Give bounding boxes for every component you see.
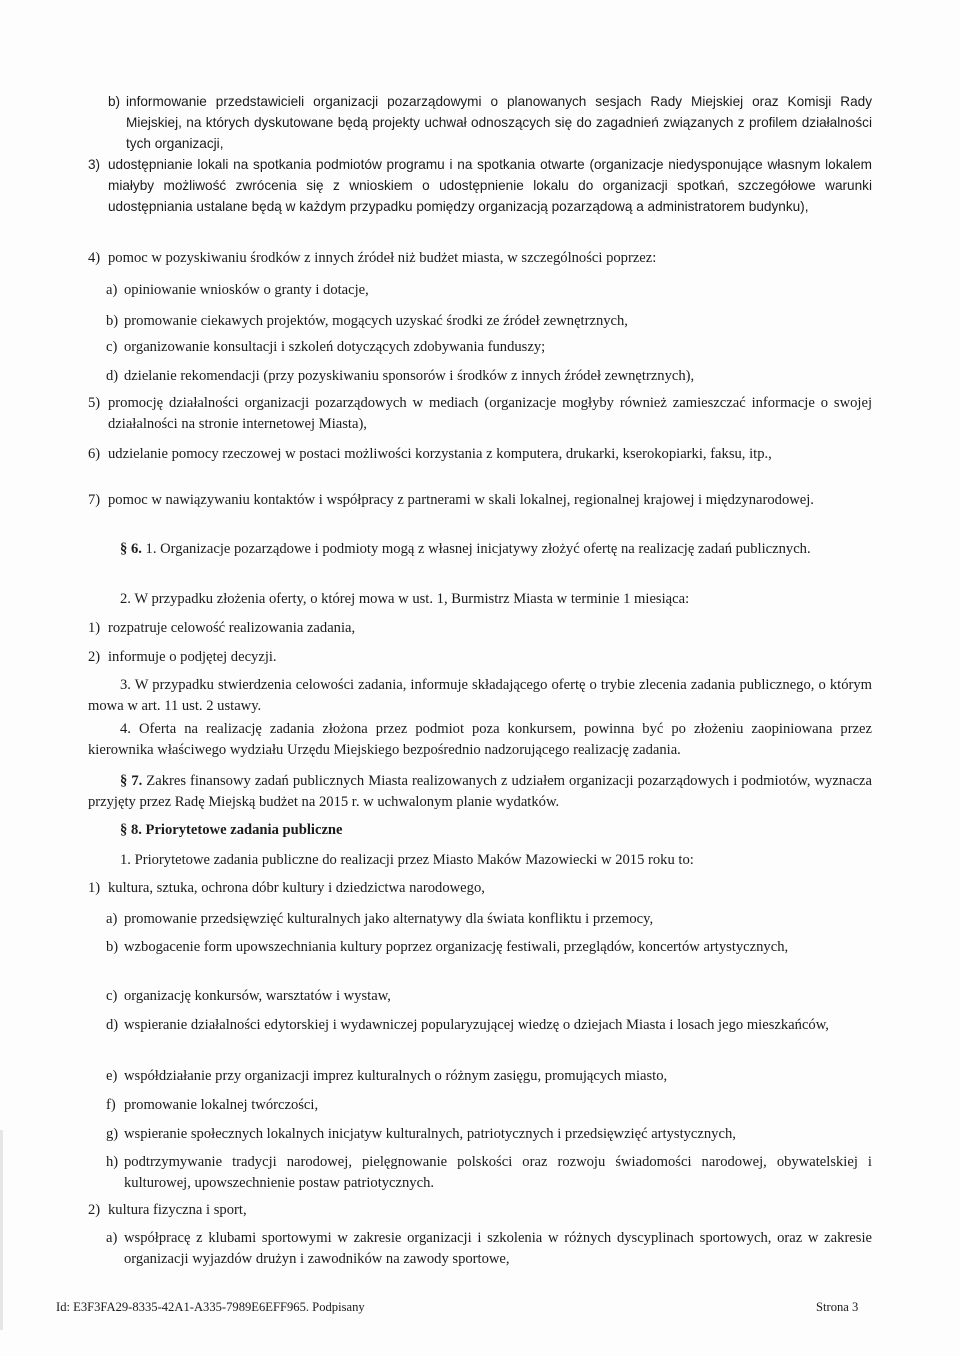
list-marker: a) bbox=[106, 1230, 118, 1246]
list-text: wzbogacenie form upowszechniania kultury poprzez organizację festiwali, przeglądów, koncertów artystycznych, bbox=[124, 939, 789, 955]
priority-item-2 bbox=[88, 1200, 872, 1221]
list-text: opiniowanie wniosków o granty i dotacje, bbox=[124, 282, 369, 298]
list-marker: d) bbox=[106, 368, 119, 384]
list-item-b-inform bbox=[108, 91, 872, 154]
section-8-paragraph-1 bbox=[120, 850, 872, 871]
paragraph-text: 4. Oferta na realizację zadania złożona przez podmiot poza konkursem, powinna być po złożeniu zaopiniowana przez kierownika właściwego wydziału Urzędu Miejskiego bezpośrednio nadzorującego realizację zadania. bbox=[88, 721, 872, 758]
list-marker: 3) bbox=[88, 157, 101, 172]
list-text: pomoc w pozyskiwaniu środków z innych źródeł niż budżet miasta, w szczególności poprzez: bbox=[108, 250, 657, 266]
list-text: wspieranie społecznych lokalnych inicjatyw kulturalnych, patriotycznych i przedsięwzięć artystycznych, bbox=[124, 1126, 736, 1142]
list-marker: c) bbox=[106, 988, 118, 1004]
list-text: organizowanie konsultacji i szkoleń dotyczących zdobywania funduszy; bbox=[124, 339, 546, 355]
section-6-item-2 bbox=[88, 647, 872, 668]
section-6-paragraph-2 bbox=[120, 589, 872, 610]
scan-edge-shadow bbox=[0, 1130, 3, 1330]
list-marker: 1) bbox=[88, 880, 101, 896]
list-text: promowanie przedsięwzięć kulturalnych jako alternatywy dla świata konfliktu i przemocy, bbox=[124, 911, 654, 927]
list-marker: 1) bbox=[88, 620, 101, 636]
list-marker: b) bbox=[108, 94, 121, 109]
list-item-4c bbox=[106, 337, 872, 358]
list-text: udzielanie pomocy rzeczowej w postaci możliwości korzystania z komputera, drukarki, kserokopiarki, faksu, itp., bbox=[108, 446, 772, 462]
list-item-4b bbox=[106, 311, 872, 332]
section-8-heading bbox=[120, 820, 872, 841]
list-text: udostępnianie lokali na spotkania podmiotów programu i na spotkania otwarte (organizacje niedysponujące własnym lokalem miałyby możliwość zwrócenia się z wnioskiem o udostępnienie lokalu do organizacji spotkań, szczegółowe warunki udostępniania ustalane będą w każdym przypadku pomiędzy organizacją pozarządową a administratorem budynku), bbox=[108, 157, 872, 214]
priority-item-1f bbox=[106, 1095, 872, 1116]
section-7-paragraph bbox=[88, 771, 872, 813]
priority-item-1b bbox=[106, 937, 872, 958]
priority-item-1c bbox=[106, 986, 872, 1007]
section-6-paragraph-1 bbox=[88, 539, 872, 560]
priority-item-1 bbox=[88, 878, 872, 899]
paragraph-text: 1. Organizacje pozarządowe i podmioty mogą z własnej inicjatywy złożyć ofertę na realizację zadań publicznych. bbox=[145, 541, 811, 557]
priority-item-1g bbox=[106, 1124, 872, 1145]
priority-item-1d bbox=[106, 1015, 872, 1036]
list-marker: 5) bbox=[88, 395, 101, 411]
list-text: wspieranie działalności edytorskiej i wydawniczej popularyzującej wiedzę o dziejach Miasta i losach jego mieszkańców, bbox=[124, 1017, 829, 1033]
priority-item-2a bbox=[106, 1228, 872, 1270]
paragraph-text: Zakres finansowy zadań publicznych Miasta realizowanych z udziałem organizacji pozarządowych i podmiotów, wyznacza przyjęty przez Radę Miejską budżet na 2015 r. w uchwalonym planie wydatków. bbox=[88, 773, 873, 810]
list-item-7 bbox=[88, 490, 872, 511]
section-6-item-1 bbox=[88, 618, 872, 639]
paragraph-text: 1. Priorytetowe zadania publiczne do realizacji przez Miasto Maków Mazowiecki w 2015 roku to: bbox=[120, 852, 694, 868]
list-text: kultura, sztuka, ochrona dóbr kultury i dziedzictwa narodowego, bbox=[108, 880, 485, 896]
list-marker: 4) bbox=[88, 250, 101, 266]
list-text: rozpatruje celowość realizowania zadania, bbox=[108, 620, 356, 636]
list-marker: g) bbox=[106, 1126, 119, 1142]
list-marker: 6) bbox=[88, 446, 101, 462]
list-text: dzielanie rekomendacji (przy pozyskiwaniu sponsorów i środków z innych źródeł zewnętrznych), bbox=[124, 368, 695, 384]
list-item-4a bbox=[106, 280, 872, 301]
list-item-3 bbox=[88, 154, 872, 217]
list-item-4 bbox=[88, 248, 872, 269]
list-marker: 2) bbox=[88, 1202, 101, 1218]
list-text: informuje o podjętej decyzji. bbox=[108, 649, 277, 665]
section-6-sign: § 6. bbox=[120, 541, 142, 557]
priority-item-1h bbox=[106, 1152, 872, 1194]
paragraph-text: 2. W przypadku złożenia oferty, o której mowa w ust. 1, Burmistrz Miasta w terminie 1 miesiąca: bbox=[120, 591, 690, 607]
list-item-6 bbox=[88, 444, 872, 465]
list-marker: 7) bbox=[88, 492, 101, 508]
list-marker: a) bbox=[106, 282, 118, 298]
list-text: kultura fizyczna i sport, bbox=[108, 1202, 247, 1218]
list-marker: 2) bbox=[88, 649, 101, 665]
list-item-4d bbox=[106, 366, 872, 387]
list-text: promowanie ciekawych projektów, mogących uzyskać środki ze źródeł zewnętrznych, bbox=[124, 313, 628, 329]
list-text: pomoc w nawiązywaniu kontaktów i współpracy z partnerami w skali lokalnej, regionalnej krajowej i międzynarodowej. bbox=[108, 492, 814, 508]
list-marker: e) bbox=[106, 1068, 118, 1084]
list-text: współdziałanie przy organizacji imprez kulturalnych o różnym zasięgu, promujących miasto, bbox=[124, 1068, 668, 1084]
list-item-5 bbox=[88, 393, 872, 435]
page-number: Strona 3 bbox=[816, 1300, 859, 1314]
section-6-paragraph-3 bbox=[88, 675, 872, 717]
section-6-paragraph-4 bbox=[88, 719, 872, 761]
list-marker: d) bbox=[106, 1017, 119, 1033]
list-marker: h) bbox=[106, 1154, 119, 1170]
list-text: promocję działalności organizacji pozarządowych w mediach (organizacje mogłyby również zamieszczać informacje o swojej działalności na stronie internetowej Miasta), bbox=[108, 395, 872, 432]
list-marker: c) bbox=[106, 339, 118, 355]
list-marker: b) bbox=[106, 939, 119, 955]
list-text: podtrzymywanie tradycji narodowej, pielęgnowanie polskości oraz rozwoju świadomości narodowej, obywatelskiej i kulturowej, upowszechnienie postaw patriotycznych. bbox=[124, 1154, 872, 1191]
priority-item-1e bbox=[106, 1066, 872, 1087]
section-7-sign: § 7. bbox=[120, 773, 143, 789]
list-text: informowanie przedstawicieli organizacji pozarządowymi o planowanych sesjach Rady Miejskiej oraz Komisji Rady Miejskiej, na których dyskutowane będą projekty uchwał odnoszących się do zagadnień związanych z profilem działalności tych organizacji, bbox=[126, 94, 872, 151]
priority-item-1a bbox=[106, 909, 872, 930]
section-heading: § 8. Priorytetowe zadania publiczne bbox=[120, 822, 343, 838]
list-marker: f) bbox=[106, 1097, 116, 1113]
list-marker: a) bbox=[106, 911, 118, 927]
list-text: organizację konkursów, warsztatów i wystaw, bbox=[124, 988, 391, 1004]
list-text: promowanie lokalnej twórczości, bbox=[124, 1097, 319, 1113]
paragraph-text: 3. W przypadku stwierdzenia celowości zadania, informuje składającego ofertę o trybie zlecenia zadania publicznego, o którym mowa w art. 11 ust. 2 ustawy. bbox=[88, 677, 872, 714]
document-id-footer: Id: E3F3FA29-8335-42A1-A335-7989E6EFF965. Podpisany bbox=[56, 1300, 365, 1314]
list-text: współpracę z klubami sportowymi w zakresie organizacji i szkolenia w różnych dyscyplinach sportowych, oraz w zakresie organizacji wyjazdów drużyn i zawodników na zawody sportowe, bbox=[124, 1230, 872, 1267]
list-marker: b) bbox=[106, 313, 119, 329]
